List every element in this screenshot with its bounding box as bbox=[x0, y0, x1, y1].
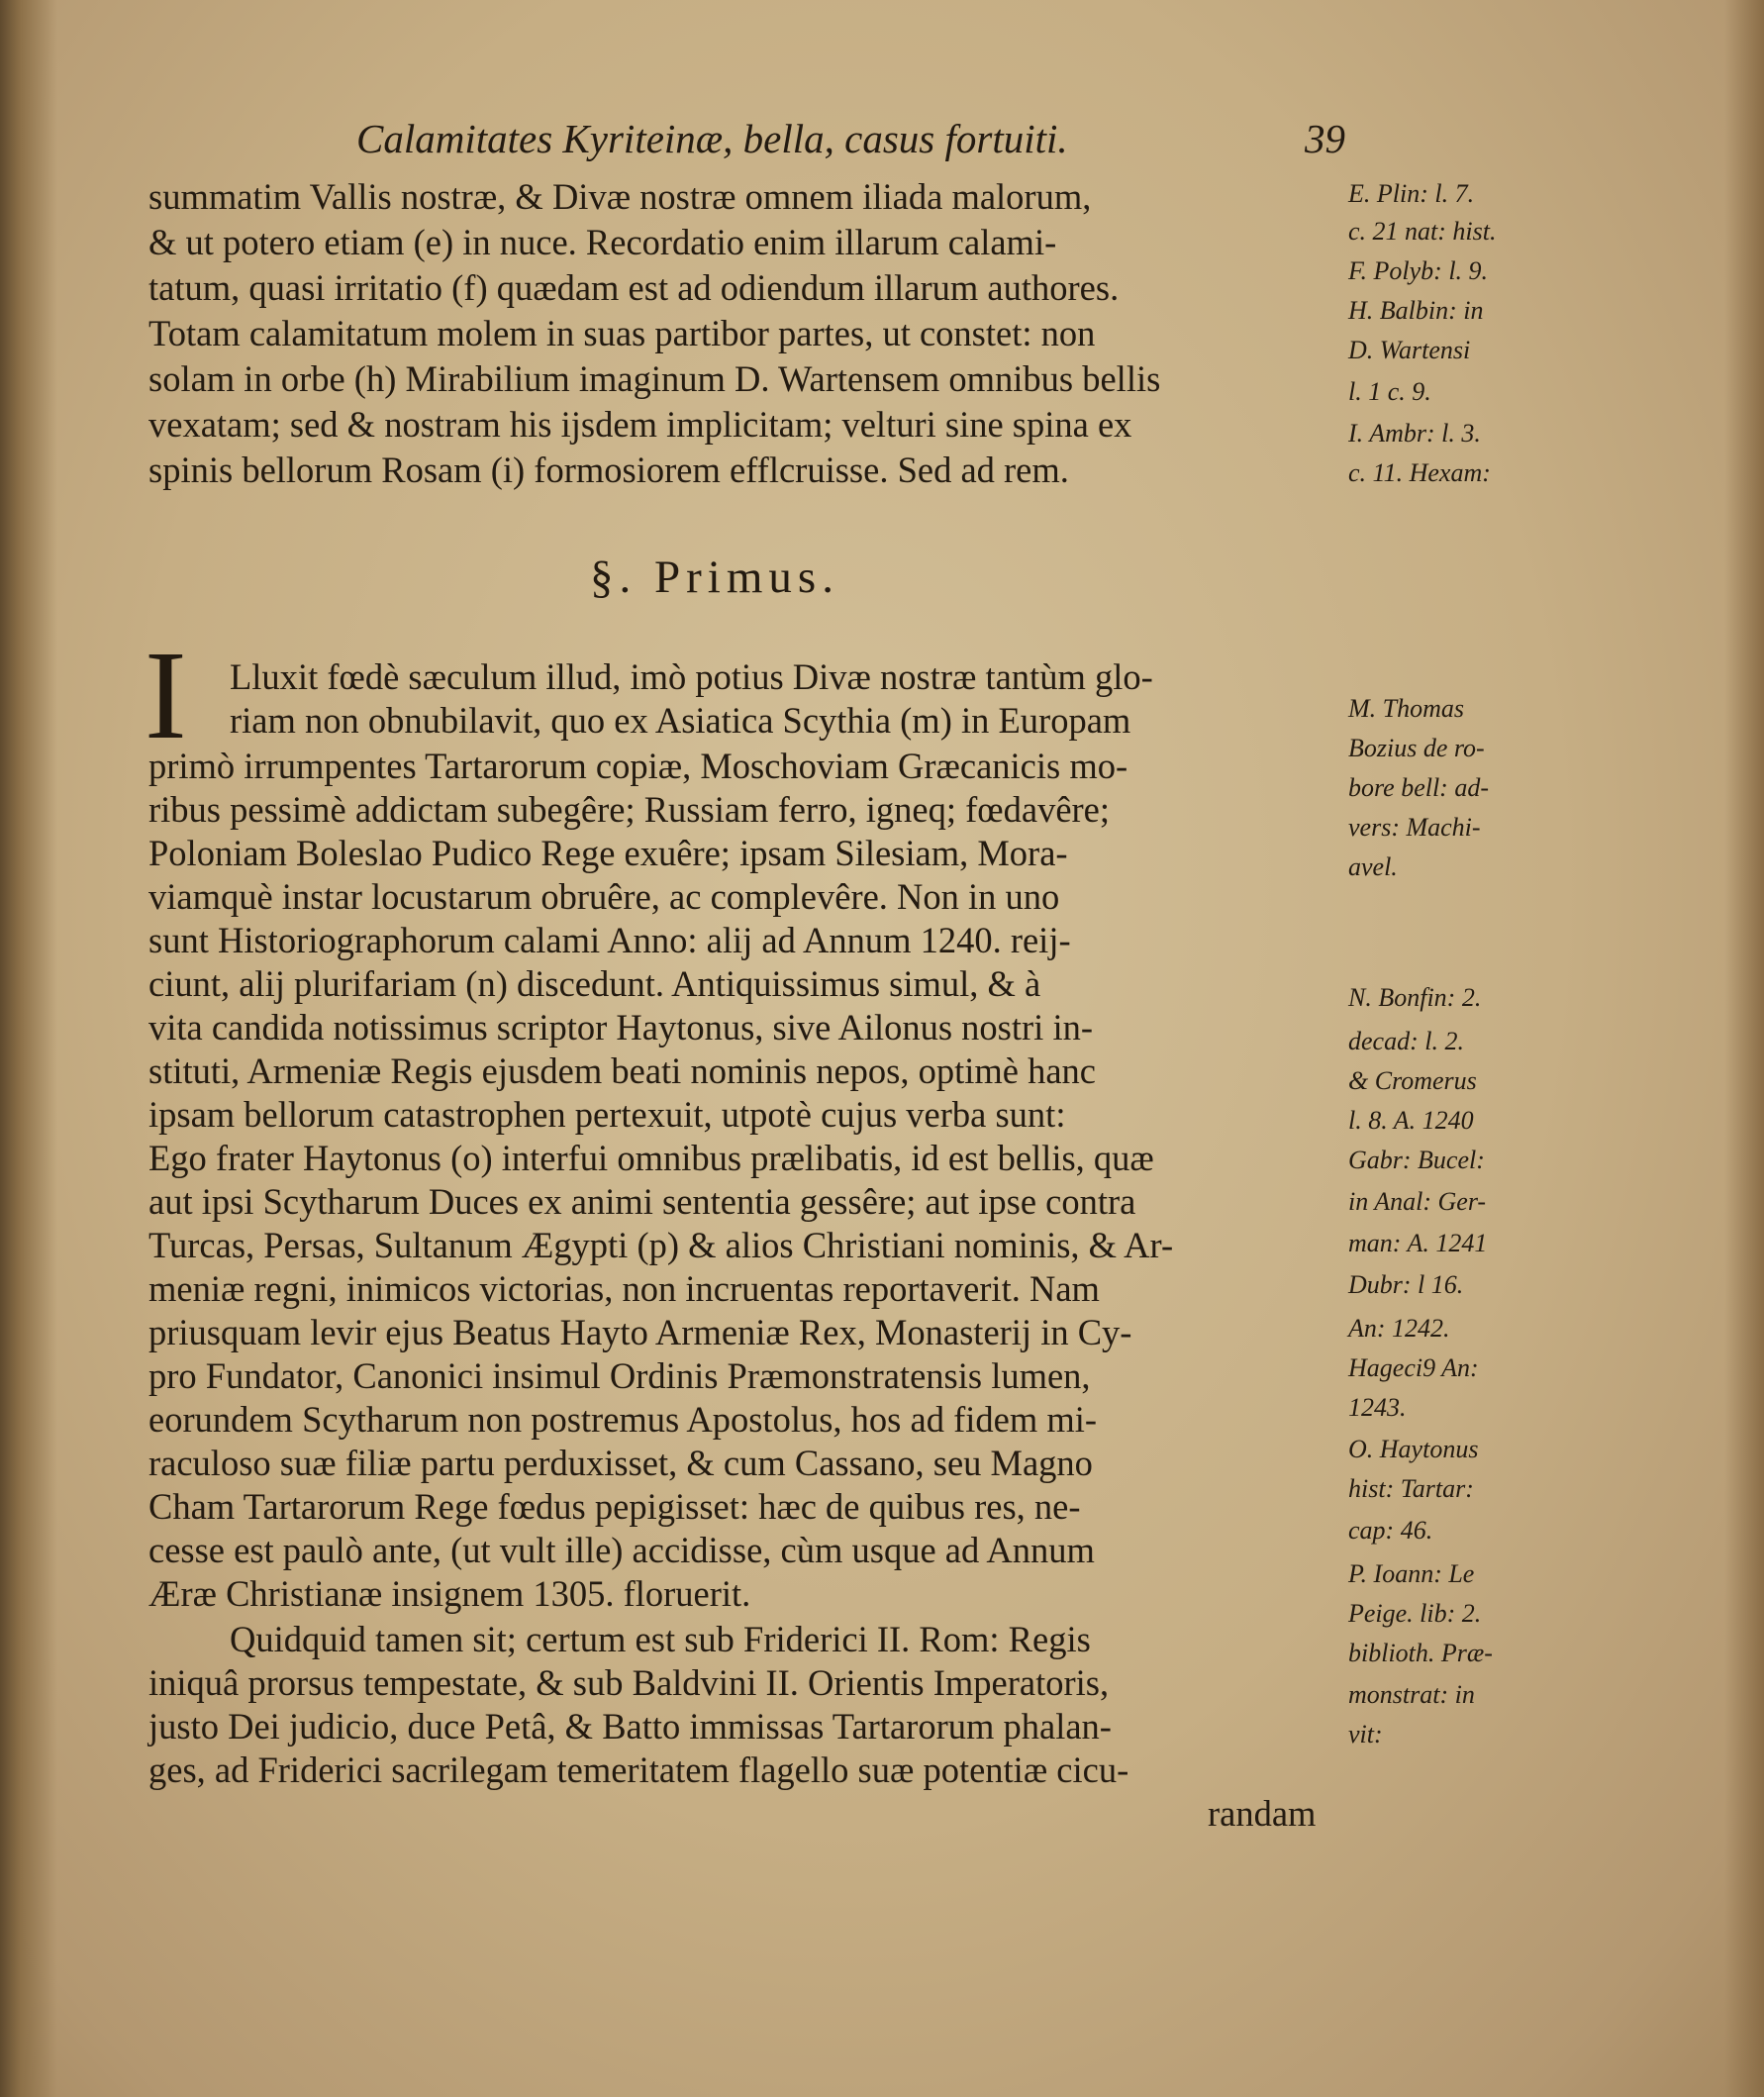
body-line: Lluxit fœdè sæculum illud, imò potius Divæ nostræ tantùm glo- bbox=[230, 656, 1153, 697]
margin-note: bore bell: ad- bbox=[1348, 773, 1489, 802]
margin-note: M. Thomas bbox=[1348, 694, 1465, 723]
body-line: Poloniam Boleslao Pudico Rege exuêre; ipsam Silesiam, Mora- bbox=[148, 833, 1068, 873]
page-number: 39 bbox=[1305, 116, 1345, 161]
intro-line: spinis bellorum Rosam (i) formosiorem efflcruisse. Sed ad rem. bbox=[148, 449, 1069, 490]
margin-note: An: 1242. bbox=[1348, 1314, 1450, 1343]
margin-note: l. 8. A. 1240 bbox=[1348, 1106, 1474, 1135]
margin-note: D. Wartensi bbox=[1348, 336, 1471, 364]
body-line: sunt Historiographorum calami Anno: alij ad Annum 1240. reij- bbox=[148, 920, 1071, 960]
intro-line: Totam calamitatum molem in suas partibor partes, ut constet: non bbox=[148, 313, 1096, 353]
margin-note: c. 11. Hexam: bbox=[1348, 458, 1491, 487]
body-line: ipsam bellorum catastrophen pertexuit, utpotè cujus verba sunt: bbox=[148, 1094, 1066, 1135]
body-line: ciunt, alij plurifariam (n) discedunt. Antiquissimus simul, & à bbox=[148, 963, 1041, 1004]
body-line: cesse est paulò ante, (ut vult ille) accidisse, cùm usque ad Annum bbox=[148, 1530, 1095, 1570]
margin-note: Bozius de ro- bbox=[1348, 734, 1485, 762]
margin-note: c. 21 nat: hist. bbox=[1348, 217, 1497, 246]
body-line: Æræ Christianæ insignem 1305. floruerit. bbox=[148, 1573, 751, 1614]
body-line: riam non obnubilavit, quo ex Asiatica Scythia (m) in Europam bbox=[230, 700, 1131, 741]
body-line: primò irrumpentes Tartarorum copiæ, Moschoviam Græcanicis mo- bbox=[148, 746, 1128, 786]
drop-cap: I bbox=[145, 625, 187, 765]
body-line: Turcas, Persas, Sultanum Ægypti (p) & alios Christiani nominis, & Ar- bbox=[148, 1225, 1174, 1265]
margin-note: l. 1 c. 9. bbox=[1348, 377, 1431, 406]
margin-note: N. Bonfin: 2. bbox=[1348, 983, 1482, 1012]
body-line: priusquam levir ejus Beatus Hayto Armeniæ Rex, Monasterij in Cy- bbox=[148, 1312, 1132, 1352]
body-line: ges, ad Friderici sacrilegam temeritatem flagello suæ potentiæ cicu- bbox=[148, 1749, 1129, 1790]
margin-note: Dubr: l 16. bbox=[1348, 1270, 1464, 1299]
margin-note: in Anal: Ger- bbox=[1348, 1187, 1487, 1216]
running-head bbox=[356, 115, 1346, 170]
body-line: aut ipsi Scytharum Duces ex animi sententia gessêre; aut ipse contra bbox=[148, 1181, 1136, 1222]
margin-note: & Cromerus bbox=[1348, 1066, 1477, 1095]
page-gutter-shadow bbox=[0, 0, 57, 2097]
intro-line: vexatam; sed & nostram his ijsdem implicitam; velturi sine spina ex bbox=[148, 404, 1132, 445]
intro-line: tatum, quasi irritatio (f) quædam est ad odiendum illarum authores. bbox=[148, 267, 1120, 308]
intro-line: solam in orbe (h) Mirabilium imaginum D. Wartensem omnibus bellis bbox=[148, 358, 1161, 399]
page-edge-shadow bbox=[1724, 0, 1764, 2097]
intro-line: & ut potero etiam (e) in nuce. Recordatio enim illarum calami- bbox=[148, 222, 1057, 262]
margin-note: Gabr: Bucel: bbox=[1348, 1146, 1485, 1174]
margin-note: E. Plin: l. 7. bbox=[1348, 179, 1475, 208]
margin-note: O. Haytonus bbox=[1348, 1435, 1479, 1463]
body-line: stituti, Armeniæ Regis ejusdem beati nominis nepos, optimè hanc bbox=[148, 1050, 1097, 1091]
margin-note: vit: bbox=[1348, 1720, 1383, 1748]
margin-note: vers: Machi- bbox=[1348, 813, 1481, 842]
body-line: justo Dei judicio, duce Petâ, & Batto immissas Tartarorum phalan- bbox=[148, 1706, 1112, 1747]
section-heading: §. Primus. bbox=[590, 551, 839, 603]
body-line: meniæ regni, inimicos victorias, non incruentas reportaverit. Nam bbox=[148, 1268, 1100, 1309]
margin-note: Hageci9 An: bbox=[1348, 1353, 1479, 1382]
intro-line: summatim Vallis nostræ, & Divæ nostræ omnem iliada malorum, bbox=[148, 176, 1092, 217]
margin-note: H. Balbin: in bbox=[1348, 296, 1484, 325]
body-line: Quidquid tamen sit; certum est sub Friderici II. Rom: Regis bbox=[230, 1619, 1091, 1659]
margin-note: F. Polyb: l. 9. bbox=[1348, 256, 1489, 285]
body-line: viamquè instar locustarum obruêre, ac complevêre. Non in uno bbox=[148, 876, 1060, 917]
margin-note: Peige. lib: 2. bbox=[1348, 1599, 1482, 1628]
running-head-title: Calamitates Kyriteinæ, bella, casus fortuiti. bbox=[356, 116, 1068, 161]
body-line: raculoso suæ filiæ partu perduxisset, & cum Cassano, seu Magno bbox=[148, 1443, 1093, 1483]
margin-note: man: A. 1241 bbox=[1348, 1229, 1488, 1257]
margin-note: monstrat: in bbox=[1348, 1680, 1475, 1709]
body-line: pro Fundator, Canonici insimul Ordinis Præmonstratensis lumen, bbox=[148, 1355, 1091, 1396]
body-line: iniquâ prorsus tempestate, & sub Baldvini II. Orientis Imperatoris, bbox=[148, 1662, 1110, 1703]
body-line: eorundem Scytharum non postremus Apostolus, hos ad fidem mi- bbox=[148, 1399, 1098, 1440]
body-line: ribus pessimè addictam subegêre; Russiam ferro, igneq; fœdavêre; bbox=[148, 789, 1111, 830]
margin-note: decad: l. 2. bbox=[1348, 1027, 1464, 1055]
body-line: Ego frater Haytonus (o) interfui omnibus prælibatis, id est bellis, quæ bbox=[148, 1138, 1154, 1178]
margin-note: P. Ioann: Le bbox=[1348, 1559, 1475, 1588]
catchword: randam bbox=[1208, 1793, 1317, 1834]
body-line: vita candida notissimus scriptor Haytonus, sive Ailonus nostri in- bbox=[148, 1007, 1093, 1048]
margin-note: cap: 46. bbox=[1348, 1516, 1433, 1545]
margin-note: avel. bbox=[1348, 852, 1398, 881]
margin-note: biblioth. Præ- bbox=[1348, 1639, 1493, 1667]
margin-note: hist: Tartar: bbox=[1348, 1474, 1474, 1503]
margin-note: I. Ambr: l. 3. bbox=[1348, 419, 1481, 448]
margin-note: 1243. bbox=[1348, 1393, 1407, 1422]
body-line: Cham Tartarorum Rege fœdus pepigisset: hæc de quibus res, ne- bbox=[148, 1486, 1081, 1527]
